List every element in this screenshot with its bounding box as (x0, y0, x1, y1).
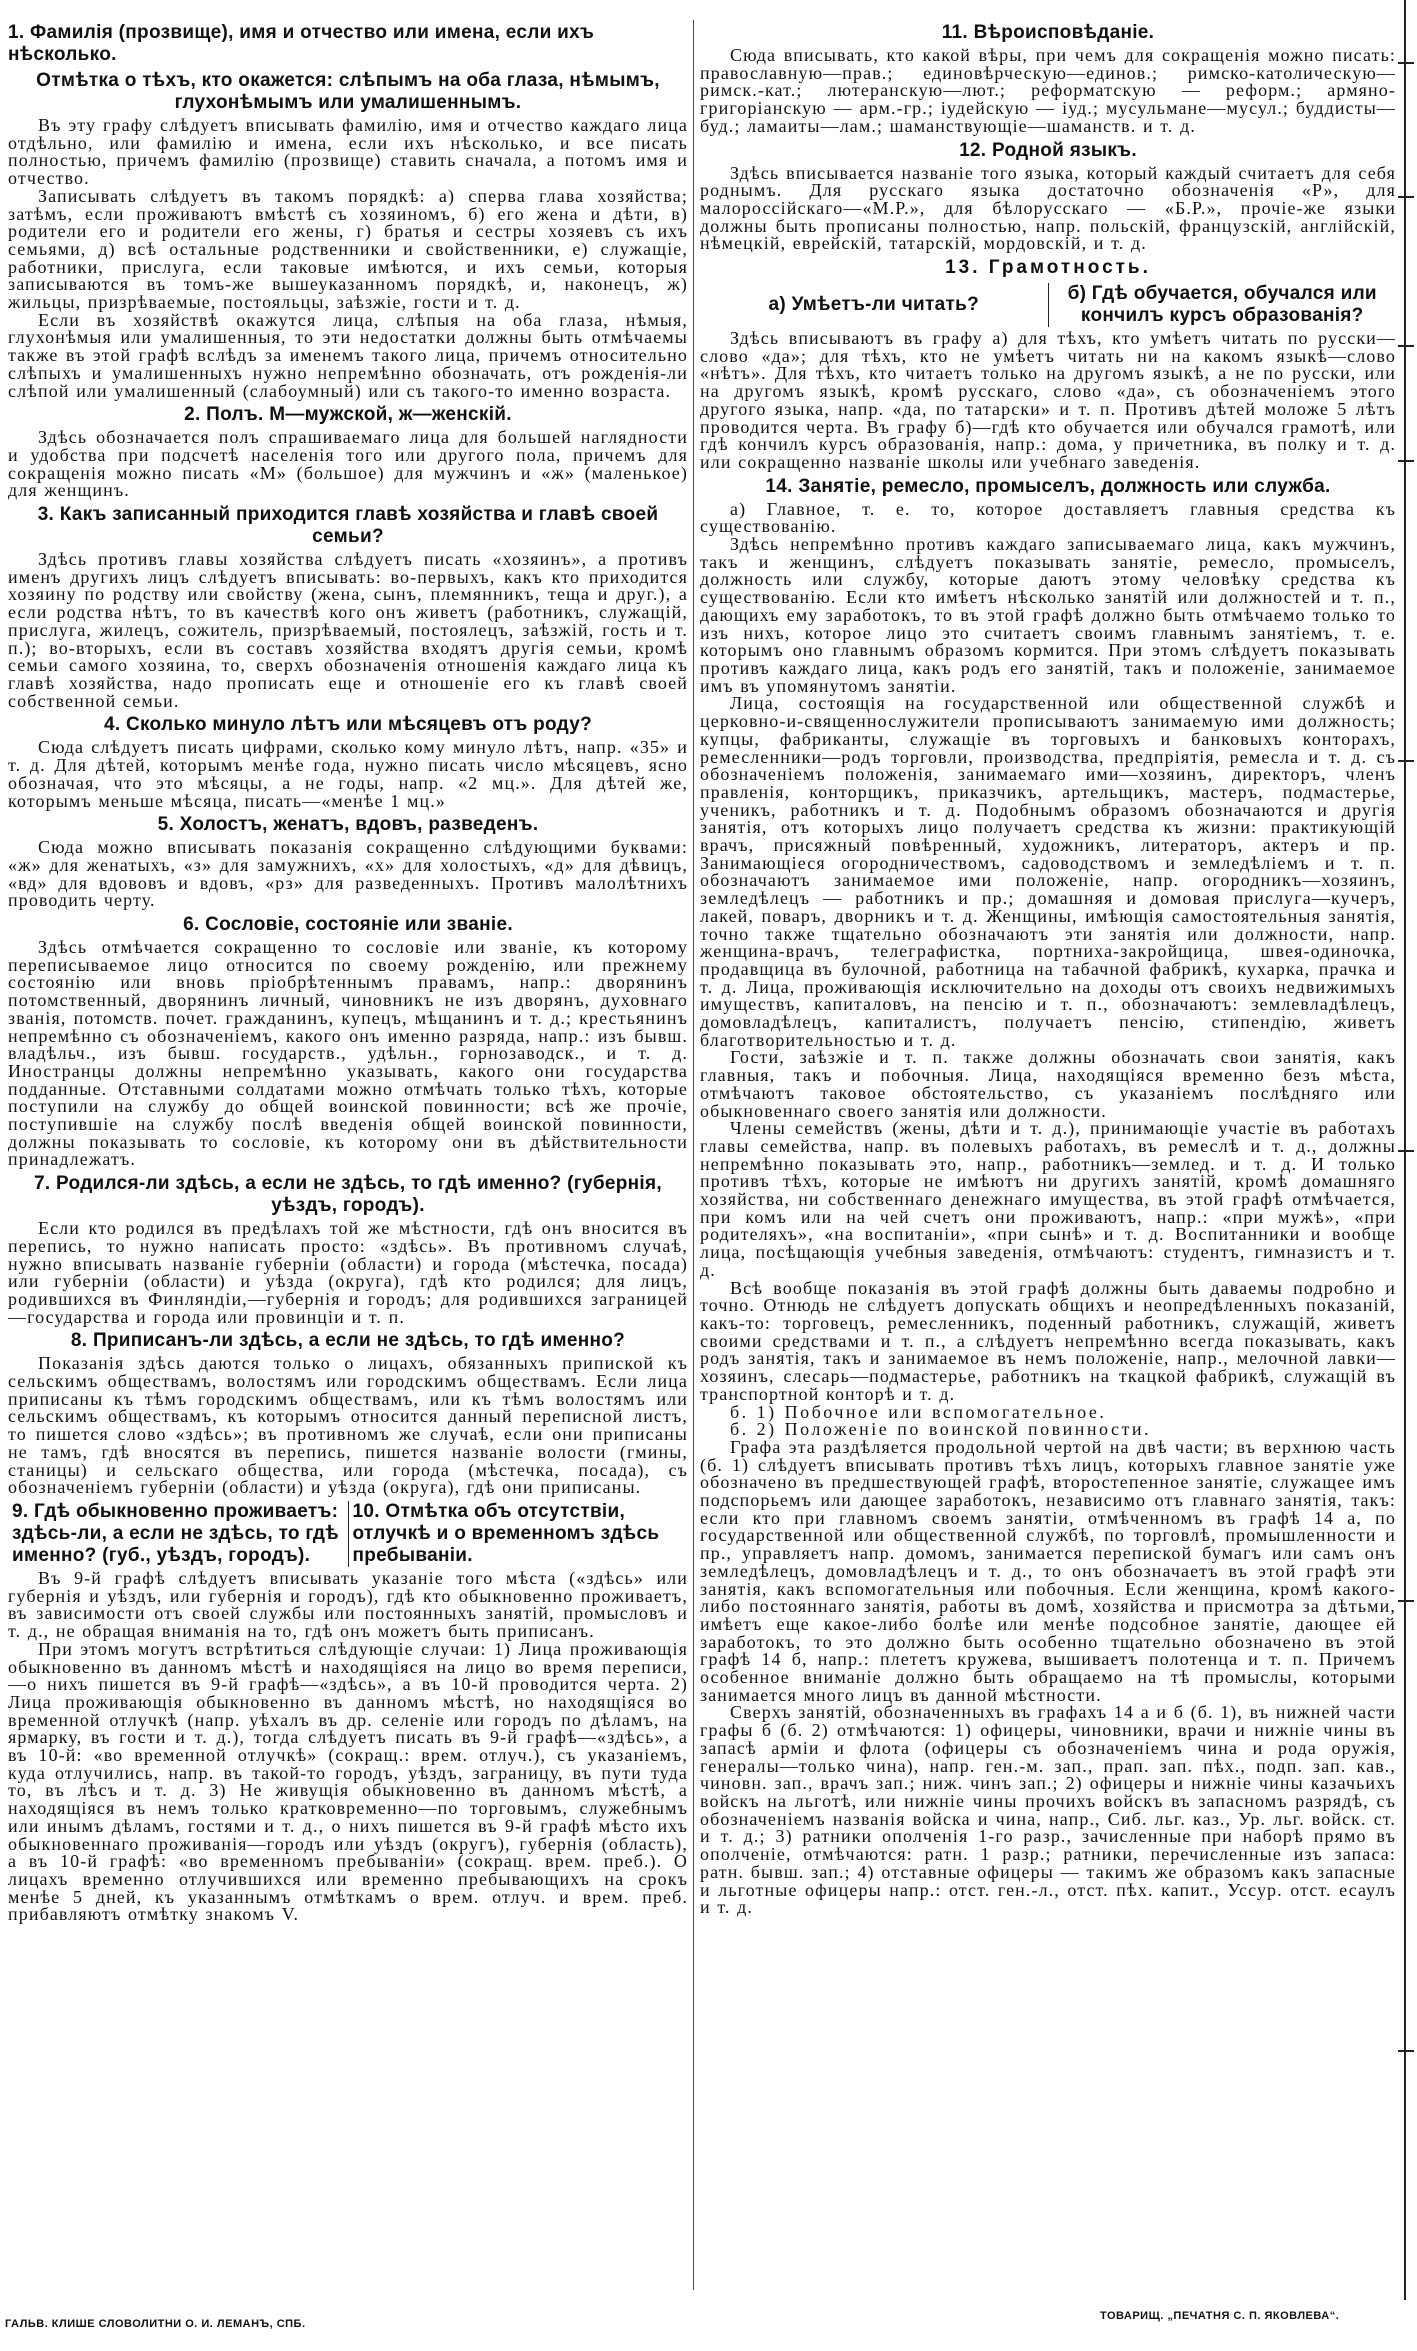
paragraph: Всѣ вообще показанія въ этой графѣ должны быть даваемы подробно и точно. Отнюдь не слѣдуетъ допускать общихъ и неопредѣленныхъ показаній, какъ-то: торговецъ, ремесленникъ, поденный работникъ, служащій, живетъ своими средствами и т. п., а слѣдуетъ непремѣнно всегда показывать, какъ родъ занятія, такъ и занимаемое въ немъ положеніе, напр., мелочной лавки—хозяинъ, слесарь—подмастерье, работникъ на ткацкой фабрикѣ, служащій въ транспортной конторѣ и т. д. (700, 1277, 1396, 1404)
section-2-title: 2. Полъ. М—мужской, ж—женскій. (184, 404, 512, 426)
margin-tick (1398, 760, 1414, 762)
paragraph: а) Главное, т. е. то, которое доставляетъ главныя средства къ существованію. (700, 498, 1396, 537)
section-6-title: 6. Сословіе, состояніе или званіе. (183, 914, 513, 936)
paragraph: Если въ хозяйствѣ окажутся лица, слѣпыя на оба глаза, нѣмыя, глухонѣмыя или умалишенныя, то эти недостатки должны быть отмѣчаемы также въ этой графѣ вслѣдъ за именемъ такого лица, причемъ относительно слѣпыхъ и умалишенныхъ нужно непремѣнно обозначать, отъ рожденія-ли слѣпой или умалишенный (слабоумный) или съ такого-то именно возраста. (8, 309, 688, 401)
column-divider (693, 20, 694, 2290)
paragraph: Если кто родился въ предѣлахъ той же мѣстности, гдѣ онъ вносится въ перепись, то нужно написать просто: «здѣсь». Въ противномъ случаѣ, нужно вписывать названіе губерніи (области) и города (мѣстечка, посада) или губерніи (области) и уѣзда (округа), гдѣ кто родился; для лицъ, родившихся въ Финляндіи,—губернія и городъ; для родившихся заграницей—государства и города или провинціи и т. п. (8, 1218, 688, 1327)
paragraph: Въ 9-й графѣ слѣдуетъ вписывать указаніе того мѣста («здѣсь» или губернія и уѣздъ, или губернія и городъ), гдѣ кто обыкновенно проживаетъ, въ зависимости отъ своей службы или постоянныхъ занятій, промысловъ и т. д., не обращая вниманія на то, гдѣ онъ можетъ быть приписанъ. (8, 1568, 688, 1642)
margin-tick (1398, 1150, 1414, 1152)
section-11-title: 11. Вѣроисповѣданіе. (941, 22, 1155, 43)
paragraph: Въ эту графу слѣдуетъ вписывать фамилію, имя и отчество каждаго лица отдѣльно, или фамилію и имена, если ихъ нѣсколько, и все писать полностью, причемъ фамилію (прозвище) ставить сначала, а потомъ имя и отчество. (8, 115, 688, 189)
margin-tick (1398, 1600, 1414, 1602)
paragraph: Сверхъ занятій, обозначенныхъ въ графахъ 14 а и б (б. 1), въ нижней части графы б (б. 2) отмѣчаются: 1) офицеры, чиновники, врачи и нижніе чины въ запасѣ арміи и флота (офицеры съ обозначеніемъ чина и рода оружія, генералы—только чина), напр. ген.-м. зап., прап. зап. пѣх., подп. зап. кав., чиновн. зап., врачъ зап.; ниж. чинъ зап.; 2) офицеры и нижніе чины казачьихъ войскъ на льготѣ, или нижніе чины прочихъ войскъ въ запасномъ разрядѣ, съ обозначеніемъ названія войска и чина, напр., Сиб. льг. каз., Ур. льг. войск. ст. и т. д.; 3) ратники ополченія 1-го разр., зачисленные при наборѣ прямо въ ополченіе, отмѣчаются: ратн. 1 разр.; ратники, перечисленные изъ запаса: ратн. бывш. зап.; 4) отставные офицеры — такимъ же образомъ какъ запасные и льготные офицеры напр.: отст. ген.-л., отст. пѣх. капит., Уссур. отст. есаулъ и т. д. (700, 1702, 1396, 1918)
section-13-subheaders (700, 283, 1396, 327)
paragraph: Здѣсь непремѣнно противъ каждаго записываемаго лица, какъ мужчинъ, такъ и женщинъ, слѣдуетъ показывать занятіе, ремесло, промыселъ, должность или службу, которые даютъ этому человѣку средства къ существованію. Если кто имѣетъ нѣсколько занятій или должностей и т. п., дающихъ ему заработокъ, то въ этой графѣ должно быть отмѣчаемо только то изъ нихъ, которое лицо это считаетъ своимъ главнымъ занятіемъ, т. е. которымъ оно главнымъ образомъ кормится. При этомъ слѣдуетъ показывать противъ каждаго лица, какъ родъ его занятій, такъ и положеніе, занимаемое имъ въ упомянутомъ занятіи. (700, 534, 1396, 696)
footer-printer-credit: ТОВАРИЩ. „ПЕЧАТНЯ С. П. ЯКОВЛЕВА“. (1100, 2310, 1340, 2322)
section-4-title: 4. Сколько минуло лѣтъ или мѣсяцевъ отъ роду? (103, 714, 593, 736)
section-12-title: 12. Родной языкъ. (959, 139, 1137, 161)
paragraph: Сюда можно вписывать показанія сокращенно слѣдующими буквами: «ж» для женатыхъ, «з» для замужнихъ, «х» для холостыхъ, «д» для дѣвицъ, «вд» для вдововъ и вдовъ, «рз» для разведенныхъ. Противъ малолѣтнихъ проводить черту. (8, 837, 688, 911)
paragraph: Записывать слѣдуетъ въ такомъ порядкѣ: а) сперва глава хозяйства; затѣмъ, если проживаютъ вмѣстѣ съ хозяиномъ, б) его жена и дѣти, в) родители его и родители его жены, г) братья и сестры хозяевъ съ ихъ семьями, д) всѣ остальные родственники и свойственники, е) служащіе, работники, прислуга, если таковые имѣются, и ихъ семьи, которыя записываются въ томъ-же вышеуказанномъ порядкѣ, и, наконецъ, ж) жильцы, призрѣваемые, постояльцы, заѣзжіе, гости и т. д. (8, 185, 688, 313)
paragraph: Члены семействъ (жены, дѣти и т. д.), принимающіе участіе въ работахъ главы семейства, напр. въ полевыхъ работахъ, въ ремеслѣ и т. д., должны непремѣнно показывать это, напр., работникъ—землед. и т. д. И только противъ тѣхъ, которые не имѣютъ ни другихъ занятій, кромѣ домашняго хозяйства, ни собственнаго денежнаго имущества, въ этой графѣ отмѣчается, при комъ или на чей счетъ они проживаютъ, напр.: «при мужѣ», «при родителяхъ», «на воспитаніи», «при сынѣ» и т. д. Воспитанники и вообще лица, посѣщающія учебныя заведенія, отмѣчаютъ: студентъ, гимназистъ и т. д. (700, 1118, 1396, 1280)
section-1-title: 1. Фамилія (прозвище), имя и отчество или имена, если ихъ нѣсколько. (8, 22, 595, 65)
footer-foundry-credit: ГАЛЬВ. КЛИШЕ СЛОВОЛИТНИ О. И. ЛЕМАНЪ, СПБ. (5, 2318, 306, 2330)
paragraph: Здѣсь обозначается полъ спрашиваемаго лица для большей наглядности и удобства при подсчетѣ населенія того или другого пола, причемъ для сокращенія можно писать «М» (большое) для мужчинъ и «ж» (маленькое) для женщинъ. (8, 427, 688, 501)
section-9-10-header (8, 1501, 688, 1567)
section-9-title: 9. Гдѣ обыкновенно проживаетъ: здѣсь-ли, а если не здѣсь, то гдѣ именно? (губ., уѣздъ, городъ). (12, 1501, 339, 1566)
section-1-subtitle: Отмѣтка о тѣхъ, кто окажется: слѣпымъ на оба глаза, нѣмымъ, глухонѣмымъ или умалишеннымъ. (36, 70, 660, 113)
left-column (8, 18, 688, 2293)
section-13-title: 13. Грамотность. (945, 257, 1151, 279)
right-column (700, 18, 1396, 2298)
section-14-title: 14. Занятіе, ремесло, промыселъ, должность или служба. (765, 475, 1331, 497)
section-5-title: 5. Холостъ, женатъ, вдовъ, разведенъ. (157, 814, 539, 836)
section-8-title: 8. Приписанъ-ли здѣсь, а если не здѣсь, то гдѣ именно? (70, 1330, 626, 1352)
section-10-title: 10. Отмѣтка объ отсутствіи, отлучкѣ и о временномъ здѣсь пребываніи. (348, 1501, 689, 1567)
literacy-b-title: б) Гдѣ обучается, обучался или кончилъ курсъ образованія? (1048, 283, 1397, 327)
paragraph: Показанія здѣсь даются только о лицахъ, обязанныхъ припиской къ сельскимъ обществамъ, волостямъ или городскимъ обществамъ. Если лица приписаны къ тѣмъ городскимъ обществамъ, или къ тѣмъ волостямъ или сельскимъ обществамъ, къ которымъ относится данный переписной листъ, то пишется слово «здѣсь»; въ противномъ же случаѣ, если они приписаны не тамъ, гдѣ вносятся въ перепись, пишется названіе волости (гмины, станицы) и сельскаго общества, или города (мѣстечка, посада), съ обозначеніемъ губерніи (области) и уѣзда (округа), гдѣ они приписаны. (8, 1353, 688, 1498)
literacy-a-title: а) Умѣетъ-ли читать? (768, 294, 979, 316)
paragraph: Здѣсь противъ главы хозяйства слѣдуетъ писать «хозяинъ», а противъ именъ другихъ лицъ слѣдуетъ вписывать: во-первыхъ, какъ кто приходится хозяину по родству или свойству (жена, сынъ, племянникъ, теща и друг.), а если родства нѣтъ, то въ качествѣ кого онъ живетъ (работникъ, служащій, прислуга, жилецъ, сожитель, призрѣваемый, постоялецъ, заѣзжій, гость и т. п.); во-вторыхъ, если въ составъ хозяйства входятъ другія семьи, кромѣ семьи самого хозяина, то, сверхъ обозначенія отношенія каждаго лица къ главѣ хозяйства, надо прописать еще и отношеніе его къ главѣ своей собственной семьи. (8, 549, 688, 711)
section-3-title: 3. Какъ записанный приходится главѣ хозяйства и главѣ своей семьи? (37, 504, 659, 548)
margin-tick (1398, 345, 1414, 347)
paragraph: При этомъ могутъ встрѣтиться слѣдующіе случаи: 1) Лица проживающія обыкновенно въ данномъ мѣстѣ и находящіяся на лицо во время переписи,—о нихъ пишется въ 9-й графѣ—«здѣсь», а въ 10-й проводится черта. 2) Лица проживающія обыкновенно въ данномъ мѣстѣ, но находящіяся во временной отлучкѣ (напр. уѣхалъ въ др. селеніе или городъ по дѣламъ, на ярмарку, въ гости и т. д.), тогда слѣдуетъ писать въ 9-й графѣ—«здѣсь», а въ 10-й: «во временной отлучкѣ» (сокращ.: врем. отлуч.), съ указаніемъ, куда отлучились, напр. въ такой-то городъ, уѣздъ, заграницу, въ пути туда то, въ лѣсъ и т. д. 3) Не живущія обыкновенно въ данномъ мѣстѣ, а находящіяся въ немъ только кратковременно—по торговымъ, служебнымъ или инымъ дѣламъ, гостями и т. д., о нихъ пишется въ 9-й графѣ мѣсто ихъ обыкновеннаго проживанія—городъ или уѣздъ (округъ), губернія (область), а въ 10-й графѣ: «во временномъ пребываніи» (сокращ. врем. преб.). О лицахъ временно отлучившихся или временно пребывающихъ на срокъ менѣе 5 дней, къ указаннымъ отмѣткамъ о врем. отлуч. и врем. преб. прибавляютъ отмѣтку знакомъ V. (8, 1638, 688, 1925)
paragraph: Гости, заѣзжіе и т. п. также должны обозначать свои занятія, какъ главныя, такъ и побочныя. Лица, находящіяся временно безъ мѣста, отмѣчаютъ таковое обстоятельство, съ указаніемъ послѣдняго или обыкновеннаго своего занятія или должности. (700, 1047, 1396, 1121)
paragraph: б. 1) Побочное или вспомогательное. (730, 1401, 1107, 1422)
paragraph: б. 2) Положеніе по воинской повинности. (730, 1419, 1151, 1440)
paragraph: Сюда вписывать, кто какой вѣры, при чемъ для сокращенія можно писать: православную—прав.; единовѣрческую—единов.; римско-католическую—римск.-кат.; лютеранскую—лют.; реформатскую — реформ.; армяно-григоріанскую — арм.-гр.; іудейскую — іуд.; мусульмане—мусул.; буддисты—буд.; ламаиты—лам.; шаманствующіе—шаманств. и т. д. (700, 45, 1396, 136)
paragraph: Здѣсь вписываютъ въ графу а) для тѣхъ, кто умѣетъ читать по русски—слово «да»; для тѣхъ, кто не умѣетъ читать ни на какомъ языкѣ—слово «нѣтъ». Для тѣхъ, кто читаетъ только на другомъ языкѣ, а не по русски, или на другомъ языкѣ, кромѣ русскаго, слово «да», съ обозначеніемъ этого другого языка, напр. «да, по татарски» и т. п. Противъ дѣтей моложе 5 лѣтъ проводится черта. Въ графу б)—гдѣ кто обучается или обучался грамотѣ, или гдѣ кончилъ курсъ образованія, напр.: дома, у причетника, въ полку и т. д. или сокращенно названіе школы или учебнаго заведенія. (700, 328, 1396, 472)
paragraph: Здѣсь отмѣчается сокращенно то сословіе или званіе, къ которому переписываемое лицо относится по своему рожденію, или прежнему состоянію или вновь пріобрѣтеннымъ правамъ, напр.: дворянинъ потомственный, дворянинъ личный, чиновникъ не изъ дворянъ, духовнаго званія, потомств. почет. гражданинъ, купецъ, мѣщанинъ и т. д.; крестьянинъ непремѣнно съ обозначеніемъ, какого онъ именно разряда, напр.: изъ бывш. владѣльч., изъ бывш. государств., удѣльн., горнозаводск., и т. д. Иностранцы должны непремѣнно указывать, какого они государства подданные. Отставными солдатами можно отмѣчать только тѣхъ, которые поступили на службу до общей воинской повинности; всѣ же прочіе, поступившіе на службу послѣ введенія общей воинской повинности, должны показывать то сословіе, къ которому они въ дѣйствительности принадлежатъ. (8, 937, 688, 1170)
paragraph: Лица, состоящія на государственной или общественной службѣ и церковно-и-священнослужители прописываютъ занимаемую ими должность; купцы, фабриканты, служащіе въ торговыхъ и банковыхъ конторахъ, ремесленники—родъ торговли, производства, предпріятія, ремесла и т. д. съ обозначеніемъ положенія, занимаемаго ими—хозяинъ, директоръ, членъ правленія, конторщикъ, приказчикъ, артельщикъ, мастеръ, подмастерье, ученикъ, работникъ и т. д. Подобнымъ образомъ обозначаются и другія занятія, отъ которыхъ лицо получаетъ средства къ жизни: практикующій врачъ, присяжный повѣренный, художникъ, литераторъ, актеръ и пр. Занимающіеся огородничествомъ, садоводствомъ и земледѣліемъ и т. п. обозначаютъ занимаемое ими положеніе, напр. огородникъ—хозяинъ, земледѣлецъ — работникъ и пр.; домашняя и домовая прислуга—кучеръ, лакей, поваръ, дворникъ и т. д. Женщины, имѣющія самостоятельныя занятія, точно также тщательно обозначаютъ эти занятія или должности, напр. женщина-врачъ, телеграфистка, портниха-закройщица, швея-одиночка, продавщица въ булочной, работница на табачной фабрикѣ, кухарка, прачка и т. д. Лица, проживающія исключительно на доходы отъ своихъ недвижимыхъ имуществъ, капиталовъ, на пенсію и т. п., обозначаютъ: землевладѣлецъ, домовладѣлецъ, капиталистъ, получаетъ пенсію, стипендію, живетъ благотворительностью и т. д. (700, 693, 1396, 1050)
paragraph: Сюда слѣдуетъ писать цифрами, сколько кому минуло лѣтъ, напр. «35» и т. д. Для дѣтей, которымъ менѣе года, нужно писать число мѣсяцевъ, ясно обозначая, что это мѣсяцы, а не годы, напр. «2 мц.». Для дѣтей же, которымъ меньше мѣсяца, писать—«менѣе 1 мц.» (8, 737, 688, 811)
section-7-title: 7. Родился-ли здѣсь, а если не здѣсь, то гдѣ именно? (губернія, уѣздъ, городъ). (34, 1173, 662, 1217)
margin-tick (1398, 460, 1414, 462)
paragraph: Здѣсь вписывается названіе того языка, который каждый считаетъ для себя роднымъ. Для русскаго языка достаточно обозначенія «Р», для малороссійскаго—«М.Р.», для бѣлорусскаго — «Б.Р.», прочіе-же языки должны быть прописаны полностью, напр. польскій, французскій, англійскій, нѣмецкій, еврейскій, татарскій, мордовскій, и т. д. (700, 162, 1396, 254)
margin-tick (1398, 196, 1414, 198)
margin-tick (1398, 2050, 1414, 2052)
paragraph: Графа эта раздѣляется продольной чертой на двѣ части; въ верхнюю часть (б. 1) слѣдуетъ вписывать противъ тѣхъ лицъ, которыхъ главное занятіе уже обозначено въ предшествующей графѣ, второстепенное занятіе, служащее имъ подспорьемъ или дающее заработокъ, независимо отъ главнаго занятія, такъ: если кто при главномъ своемъ занятіи, отмѣченномъ въ графѣ 14 а, по государственной или общественной службѣ, по торговлѣ, промышленности и пр., управляетъ напр. домомъ, занимается перепиской бумагъ или самъ онъ земледѣлецъ, домовладѣлецъ и т. д., то онъ обозначаетъ въ этой графѣ эти занятія, какъ вспомогательныя или побочныя. Если женщина, кромѣ какого-либо постояннаго занятія, работы въ домѣ, хозяйства и присмотра за дѣтьми, имѣетъ еще какое-либо болѣе или менѣе подсобное занятіе, дающее ей заработокъ, то это должно быть особенно тщательно обозначено въ этой графѣ 14 б, напр.: плететъ кружева, вышиваетъ полотенца и т. п. Причемъ особенное вниманіе должно быть обращаемо на тѣ промыслы, которыми занимается много лицъ въ данной мѣстности. (700, 1436, 1396, 1705)
margin-tick (1398, 62, 1414, 64)
